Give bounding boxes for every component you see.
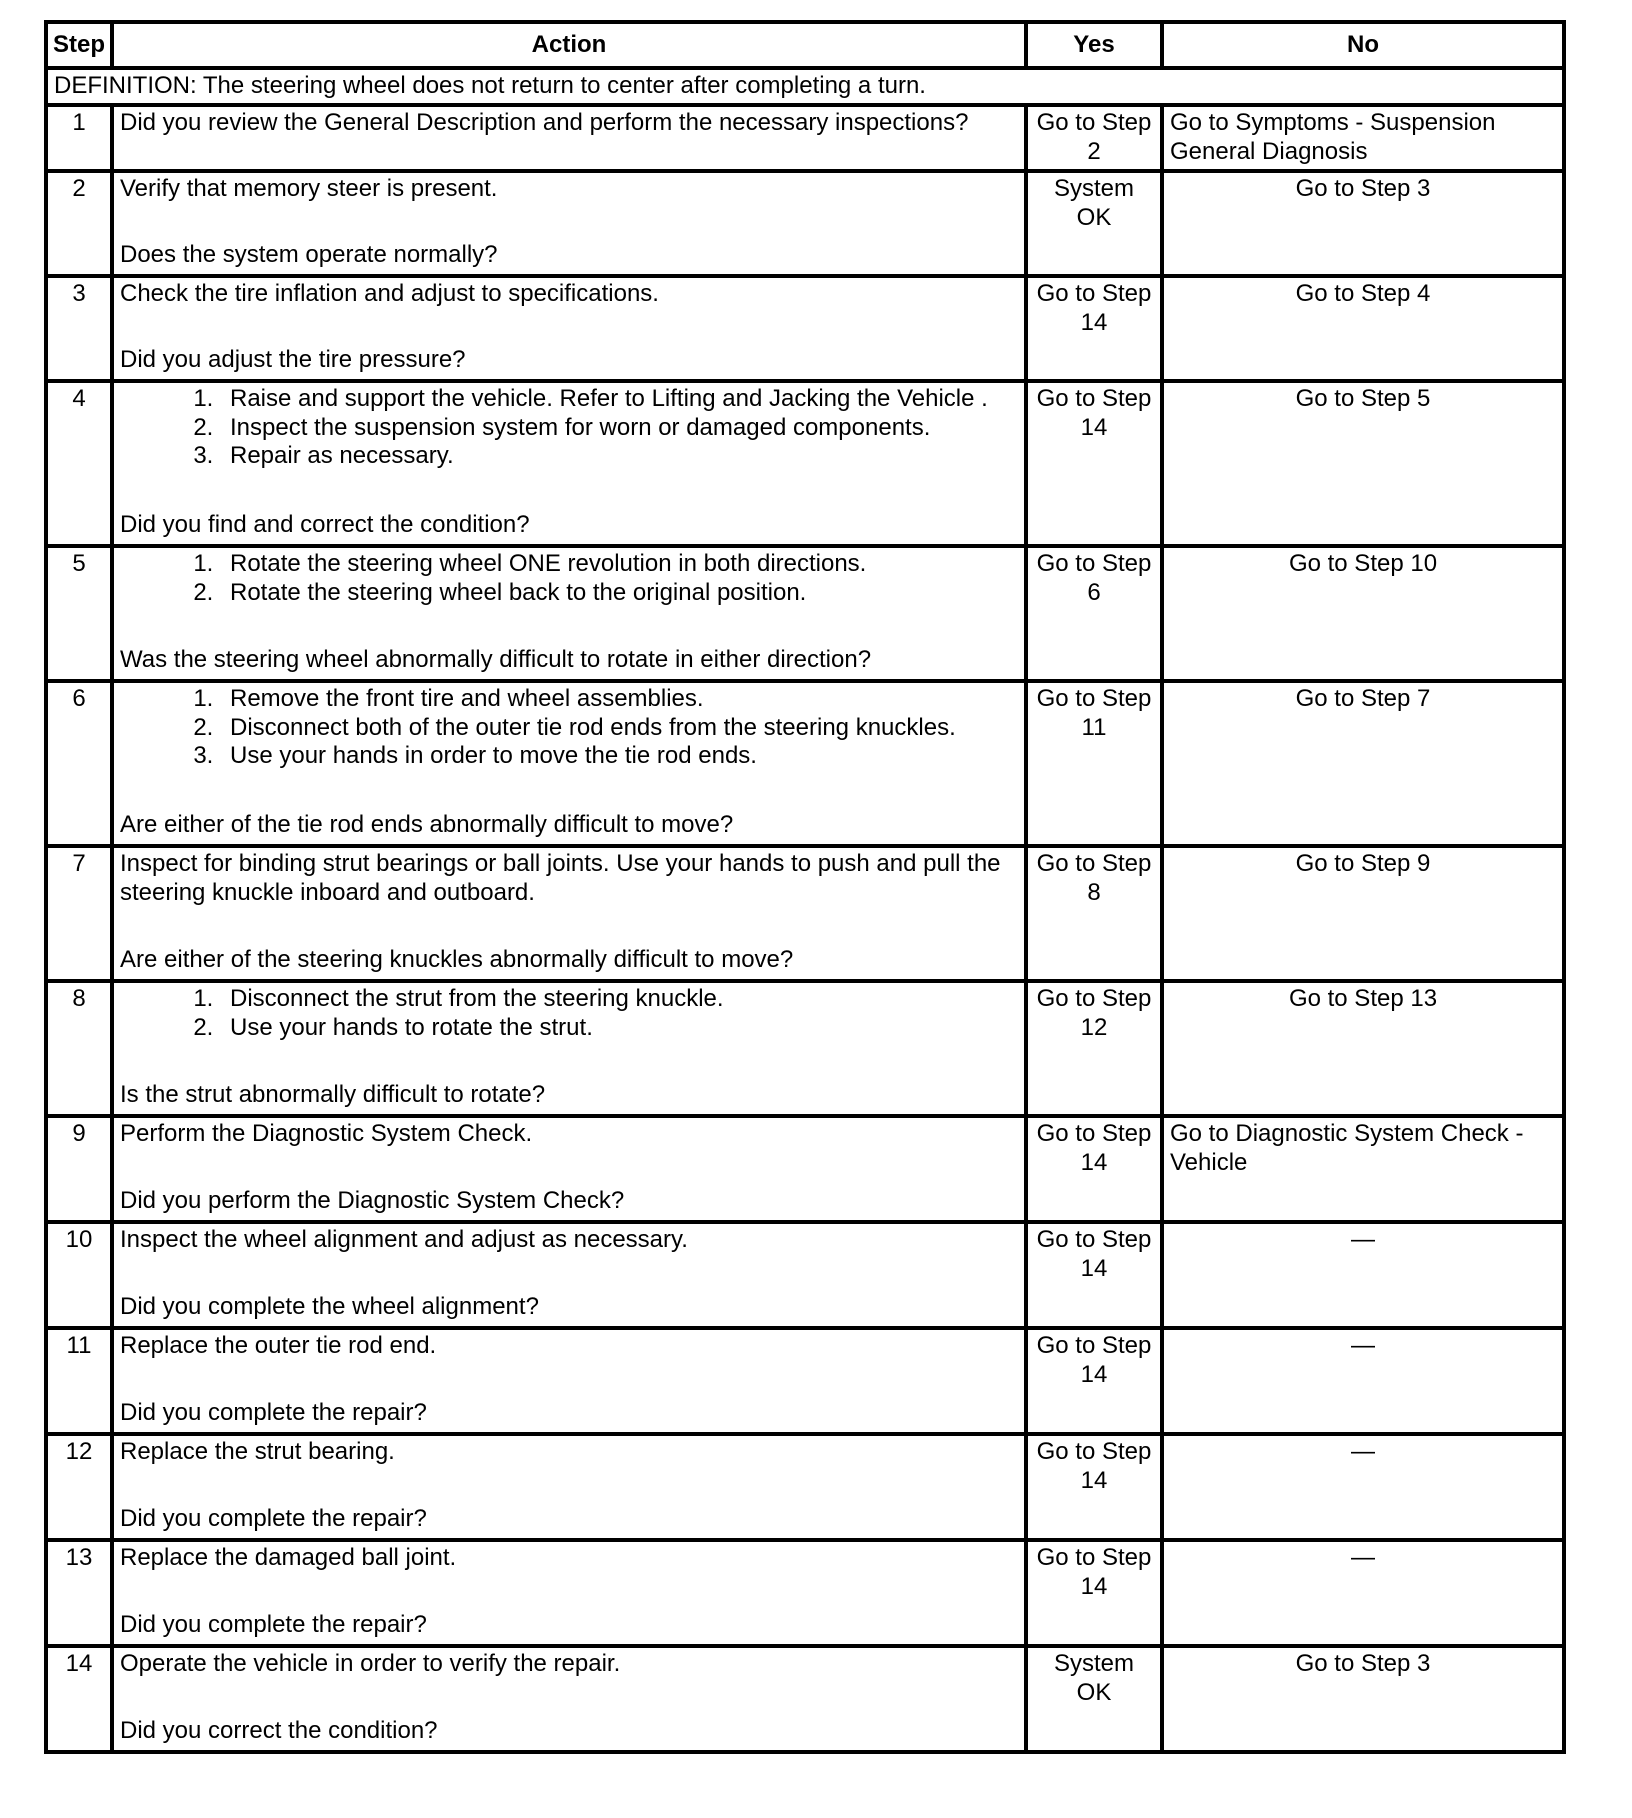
action-content: [120, 109, 1018, 165]
action-content: [120, 1332, 1018, 1428]
yes-result: [1026, 276, 1162, 381]
yes-result-line: Go to Step: [1036, 384, 1152, 412]
step-number: 1: [46, 105, 112, 171]
action-question: Is the strut abnormally difficult to rotate?: [120, 1081, 546, 1108]
yes-result: [1026, 1116, 1162, 1222]
action-text: Perform the Diagnostic System Check.: [120, 1119, 533, 1147]
step-number: 9: [46, 1116, 112, 1222]
table-row: [46, 1540, 1564, 1646]
table-row: [46, 381, 1564, 546]
action-question: Did you adjust the tire pressure?: [120, 346, 466, 373]
yes-result: [1026, 171, 1162, 276]
action-substeps: [120, 985, 1018, 1043]
yes-result-line: OK: [1076, 1678, 1112, 1706]
action-question: Are either of the steering knuckles abnormally difficult to move?: [120, 946, 794, 973]
yes-result-line: OK: [1076, 203, 1112, 231]
action-cell: [112, 1116, 1026, 1222]
yes-result-line: Go to Step: [1036, 684, 1152, 712]
action-question: Did you complete the repair?: [120, 1611, 427, 1638]
step-number: 8: [46, 981, 112, 1116]
action-content: [120, 1650, 1018, 1746]
no-result: —: [1162, 1434, 1564, 1540]
yes-result: [1026, 381, 1162, 546]
action-cell: [112, 171, 1026, 276]
yes-result-line: 14: [1080, 308, 1108, 336]
action-cell: [112, 1434, 1026, 1540]
no-result: Go to Step 4: [1162, 276, 1564, 381]
step-number: 14: [46, 1646, 112, 1752]
step-number: 5: [46, 546, 112, 681]
table-row: [46, 681, 1564, 846]
yes-result-line: Go to Step: [1036, 279, 1152, 307]
table-row: [46, 105, 1564, 171]
action-content: [120, 280, 1018, 375]
no-result: —: [1162, 1222, 1564, 1328]
definition-text: DEFINITION: The steering wheel does not return to center after completing a turn.: [46, 68, 1564, 105]
action-cell: [112, 1328, 1026, 1434]
yes-result-line: System: [1053, 1649, 1134, 1677]
substep-item: 1. Remove the front tire and wheel assemblies.: [220, 685, 1018, 714]
no-result: Go to Step 5: [1162, 381, 1564, 546]
yes-result: [1026, 546, 1162, 681]
action-substeps: [120, 685, 1018, 771]
table-body: [46, 68, 1564, 1752]
action-content: [120, 1438, 1018, 1534]
action-cell: [112, 105, 1026, 171]
action-cell: [112, 981, 1026, 1116]
action-content: [120, 985, 1018, 1110]
table-row: [46, 846, 1564, 981]
table-row: [46, 1116, 1564, 1222]
action-content: [120, 850, 1018, 975]
yes-result-line: Go to Step: [1036, 1543, 1152, 1571]
action-cell: [112, 546, 1026, 681]
action-text: Inspect the wheel alignment and adjust as necessary.: [120, 1225, 688, 1253]
action-question: Does the system operate normally?: [120, 241, 498, 268]
yes-result-line: Go to Step: [1036, 984, 1152, 1012]
yes-result-line: 14: [1080, 1254, 1108, 1282]
action-content: [120, 1120, 1018, 1216]
action-instructions: [120, 175, 1018, 204]
action-content: [120, 385, 1018, 540]
table-row: [46, 1434, 1564, 1540]
no-result: —: [1162, 1328, 1564, 1434]
action-instructions: [120, 1332, 1018, 1361]
step-number: 13: [46, 1540, 112, 1646]
yes-result-line: System: [1053, 174, 1134, 202]
action-cell: [112, 846, 1026, 981]
table-row: [46, 276, 1564, 381]
action-text: Replace the strut bearing.: [120, 1437, 395, 1465]
yes-result-line: Go to Step: [1036, 1437, 1152, 1465]
action-content: [120, 550, 1018, 675]
action-substeps: [120, 385, 1018, 471]
substep-item: 2. Inspect the suspension system for worn or damaged components.: [220, 414, 1018, 443]
action-text: Verify that memory steer is present.: [120, 174, 498, 202]
diagnostic-table: [44, 20, 1566, 1754]
action-question: Did you correct the condition?: [120, 1717, 438, 1744]
action-instructions: [120, 685, 1018, 771]
action-cell: [112, 1222, 1026, 1328]
action-substeps: [120, 550, 1018, 608]
action-instructions: [120, 109, 1018, 138]
yes-result-line: Go to Step: [1036, 1225, 1152, 1253]
action-instructions: [120, 1650, 1018, 1679]
action-text: Replace the outer tie rod end.: [120, 1331, 437, 1359]
step-number: 4: [46, 381, 112, 546]
header-row: [46, 22, 1564, 68]
substep-item: 3. Use your hands in order to move the tie rod ends.: [220, 742, 1018, 771]
action-instructions: [120, 1120, 1018, 1149]
substep-item: 1. Raise and support the vehicle. Refer to Lifting and Jacking the Vehicle .: [220, 385, 1018, 414]
yes-result-line: Go to Step: [1036, 1331, 1152, 1359]
step-number: 12: [46, 1434, 112, 1540]
yes-result-line: Go to Step: [1036, 1119, 1152, 1147]
action-instructions: [120, 1438, 1018, 1467]
step-number: 6: [46, 681, 112, 846]
no-result: Go to Step 3: [1162, 1646, 1564, 1752]
step-number: 10: [46, 1222, 112, 1328]
yes-result: [1026, 105, 1162, 171]
yes-result: [1026, 1328, 1162, 1434]
yes-result-line: 8: [1087, 878, 1101, 906]
yes-result-line: Go to Step: [1036, 108, 1152, 136]
yes-result-line: 6: [1087, 578, 1101, 606]
substep-item: 1. Rotate the steering wheel ONE revolution in both directions.: [220, 550, 1018, 579]
no-result: Go to Step 7: [1162, 681, 1564, 846]
action-instructions: [120, 985, 1018, 1043]
action-instructions: [120, 1226, 1018, 1255]
action-question: Did you complete the wheel alignment?: [120, 1293, 539, 1320]
action-question: Did you perform the Diagnostic System Check?: [120, 1187, 625, 1214]
action-question: Are either of the tie rod ends abnormally difficult to move?: [120, 811, 734, 838]
table-row: [46, 1222, 1564, 1328]
table-row: [46, 981, 1564, 1116]
yes-result: [1026, 1646, 1162, 1752]
yes-result-line: 14: [1080, 1572, 1108, 1600]
action-instructions: [120, 280, 1018, 309]
substep-item: 3. Repair as necessary.: [220, 442, 1018, 471]
header-yes: Yes: [1026, 22, 1162, 68]
step-number: 11: [46, 1328, 112, 1434]
step-number: 7: [46, 846, 112, 981]
yes-result-line: 12: [1080, 1013, 1108, 1041]
step-number: 3: [46, 276, 112, 381]
action-cell: [112, 381, 1026, 546]
table-row: [46, 546, 1564, 681]
diagnostic-page: [44, 20, 1562, 1754]
no-result: Go to Step 10: [1162, 546, 1564, 681]
action-question: Was the steering wheel abnormally difficult to rotate in either direction?: [120, 646, 872, 673]
substep-item: 2. Use your hands to rotate the strut.: [220, 1014, 1018, 1043]
action-cell: [112, 1540, 1026, 1646]
substep-item: 1. Disconnect the strut from the steering knuckle.: [220, 985, 1018, 1014]
yes-result: [1026, 1434, 1162, 1540]
action-cell: [112, 1646, 1026, 1752]
yes-result-line: Go to Step: [1036, 549, 1152, 577]
action-question: Did you complete the repair?: [120, 1505, 427, 1532]
yes-result: [1026, 1540, 1162, 1646]
action-content: [120, 1544, 1018, 1640]
table-row: [46, 1328, 1564, 1434]
action-text: Check the tire inflation and adjust to specifications.: [120, 279, 659, 307]
action-content: [120, 1226, 1018, 1322]
action-cell: [112, 276, 1026, 381]
no-result: Go to Step 13: [1162, 981, 1564, 1116]
action-text: Inspect for binding strut bearings or ball joints. Use your hands to push and pull the steering knuckle inboard and outboard.: [120, 849, 1001, 906]
action-text: Did you review the General Description and perform the necessary inspections?: [120, 108, 969, 136]
yes-result: [1026, 846, 1162, 981]
action-instructions: [120, 385, 1018, 471]
yes-result-line: 14: [1080, 413, 1108, 441]
no-result: Go to Step 3: [1162, 171, 1564, 276]
no-result: Go to Symptoms - Suspension General Diagnosis: [1162, 105, 1564, 171]
action-question: Did you complete the repair?: [120, 1399, 427, 1426]
yes-result-line: 14: [1080, 1360, 1108, 1388]
yes-result: [1026, 681, 1162, 846]
table-row: [46, 1646, 1564, 1752]
substep-item: 2. Rotate the steering wheel back to the original position.: [220, 579, 1018, 608]
header-action: Action: [112, 22, 1026, 68]
definition-row: [46, 68, 1564, 105]
action-text: Operate the vehicle in order to verify the repair.: [120, 1649, 621, 1677]
action-question: Did you find and correct the condition?: [120, 511, 530, 538]
yes-result: [1026, 981, 1162, 1116]
table-row: [46, 171, 1564, 276]
header-no: No: [1162, 22, 1564, 68]
action-text: Replace the damaged ball joint.: [120, 1543, 457, 1571]
yes-result-line: 14: [1080, 1148, 1108, 1176]
action-content: [120, 175, 1018, 270]
no-result: Go to Step 9: [1162, 846, 1564, 981]
action-content: [120, 685, 1018, 840]
yes-result-line: Go to Step: [1036, 849, 1152, 877]
yes-result-line: 2: [1087, 137, 1101, 165]
step-number: 2: [46, 171, 112, 276]
action-instructions: [120, 850, 1018, 908]
action-cell: [112, 681, 1026, 846]
substep-item: 2. Disconnect both of the outer tie rod ends from the steering knuckles.: [220, 714, 1018, 743]
no-result: —: [1162, 1540, 1564, 1646]
action-instructions: [120, 550, 1018, 608]
yes-result-line: 11: [1081, 713, 1107, 741]
no-result: Go to Diagnostic System Check - Vehicle: [1162, 1116, 1564, 1222]
yes-result-line: 14: [1080, 1466, 1108, 1494]
header-step: Step: [46, 22, 112, 68]
yes-result: [1026, 1222, 1162, 1328]
action-instructions: [120, 1544, 1018, 1573]
